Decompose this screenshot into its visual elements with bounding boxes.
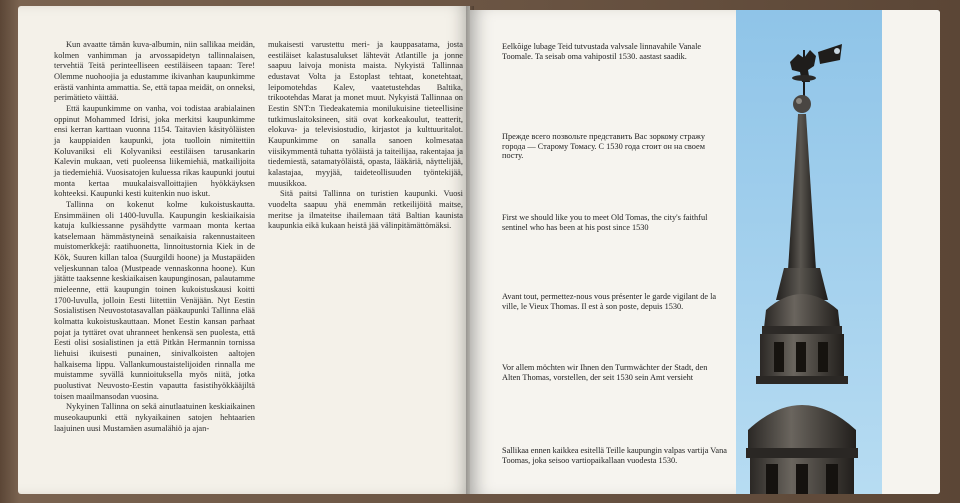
paragraph: Nykyinen Tallinna on sekä ainutlaatuinen keskiaikainen museokaupunki että nykyaikainen satojen hehtaarien laajuinen uusi Mustamäen asumalähiö ja ajan-: [54, 402, 255, 433]
caption-russian: Прежде всего позвольте представить Вас зоркому стражу города — Старому Томасу. С 1530 года стоит он на своем посту.: [502, 132, 706, 161]
paragraph: Että kaupunkimme on vanha, voi todistaa arabialainen oppinut Mohammed Idrisi, joka merkitsi kaupunkimme ensi kerran karttaan vuonna 1154. Taitavien käsityöläisten ja kauppiaiden kaupunki, jota tuolloin nimitettiin Koluvaniksi eli Kolyvaniksi eestiläisen tarusankarin Kalevin mukaan, veti puoleensa liikemiehiä, matkailijoita ja tiedemiehiä. Vuosisatojen kuluessa rikas kaupunki joutui monta kertaa muukalaisvalloittajien hyökkäyksen kohteeksi. Kaupunki kesti kuitenkin nuo iskut.: [54, 103, 255, 199]
paragraph: Tallinna on kokenut kolme kukoistuskautta. Ensimmäinen oli 1400-luvulla. Kaupungin keskiaikaisia katuja kulkiessanne pysähdytte varmaan monta kertaa katselemaan hämmästyneinä senaikaisia rakennustaiteen muistomerkkejä: raatihuonetta, linnoitustornia Kiek in de Kök, Suuren killan taloa (Suurgildi hoone) ja Mustapäiden veljeskunnan taloa (Mustpeade vennaskonna hoone). Kun jätätte taaksenne keskiaikaisen kaupunginosan, palautamme mieleenne, että kaupungin toinen kukoistuskausi koitti 1700-luvulla, jolloin Eesti liitettiin Venäjään. Nyt Eestin Sosialistisen Neuvostotasavallan pääkaupunki Tallinna elää kolmatta kukoistuskauttaan. Monet Eestin kansan parhaat pojat ja tyttäret ovat uhranneet henkensä sen puolesta, että Eesti olisi sosialistinen ja että Pitkän Hermannin tornissa liehuisi ikuisesti punainen, sinivalkoisten aaltojen halkaisema lippu. Vallankumoustaistelijoiden rinnalla me muistamme syvällä kunnioituksella myös niitä, jotka puolustivat Neuvosto-Eestin vapautta fasistihyökkääjiltä toisen maailmansodan vuosina.: [54, 199, 255, 401]
paragraph: Kun avaatte tämän kuva-albumin, niin sallikaa meidän, kolmen vanhimman ja arvossapidetyn tallinnalaisen, tervehtiä Teitä perinteelliseen eestiläiseen tapaan: Tere! Olemme nuohoojia ja edustamme ikivanhan kaupunkimme erästä vanhinta ammattia. Se, että tapaa meidät, on onneksi, perimätieto väittää.: [54, 40, 255, 103]
caption-finnish: Sallikaa ennen kaikkea esitellä Teille kaupungin valpas vartija Vana Toomas, joka seisoo vartiopaikallaan vuodesta 1530.: [502, 446, 727, 465]
left-page: [18, 6, 470, 494]
caption-english: First we should like you to meet Old Tomas, the city's faithful sentinel who has been at his post since 1530: [502, 213, 708, 232]
caption-estonian: Eelkõige lubage Teid tutvustada valvsale linnavahile Vanale Toomale. Ta seisab oma vahipostil 1530. aastast saadik.: [502, 42, 702, 61]
paragraph: mukaisesti varustettu meri- ja kauppasatama, josta eestiläiset kalastusalukset lähtevät Atlantille ja jonne saapuu laivoja monista maista. Nykyistä Tallinnaa edustavat Volta ja Estoplast tehtaat, konetehtaat, leipomotehdas Kalev, vaatetustehdas Baltika, trikootehdas Marat ja monet muut. Nykyistä Tallinnaa on Eestin SNT:n Tiedeakatemia monilukuisine tieteellisine tutkimuslaitoksineen, sitä ovat korkeakoulut, teatterit, elokuva- ja televisiostudio, kirjastot ja kulttuuritalot. Kaupunkimme on sanalla sanoen kolmesataa viisikymmentä tuhatta työläistä ja taiteilijaa, rakentajaa ja tiedemiestä, satamatyöläistä, opasta, lääkäriä, näyttelijää, kalastajaa, myyjää, taideteollisuuden työntekijää, muusikkoa.: [268, 40, 463, 188]
text-column-2: [268, 40, 463, 232]
old-thomas-weathervane-tower-icon: [736, 10, 940, 494]
text-column-1: [54, 40, 255, 434]
right-page: [470, 10, 940, 494]
caption-french: Avant tout, permettez-nous vous présenter le garde vigilant de la ville, le Vieux Thomas. Il est à son poste, depuis 1530.: [502, 292, 717, 311]
paragraph: Sitä paitsi Tallinna on turistien kaupunki. Vuosi vuodelta saapuu yhä enemmän retkeilijöitä maitse, meritse ja ilmateitse ihailemaan tätä Baltian kaunista kaupunkia eikä kukaan heistä jää välinpitämättömäksi.: [268, 189, 463, 231]
caption-german: Vor allem möchten wir Ihnen den Turmwächter der Stadt, den Alten Thomas, vorstellen, der seit 1530 sein Amt versieht: [502, 363, 708, 382]
